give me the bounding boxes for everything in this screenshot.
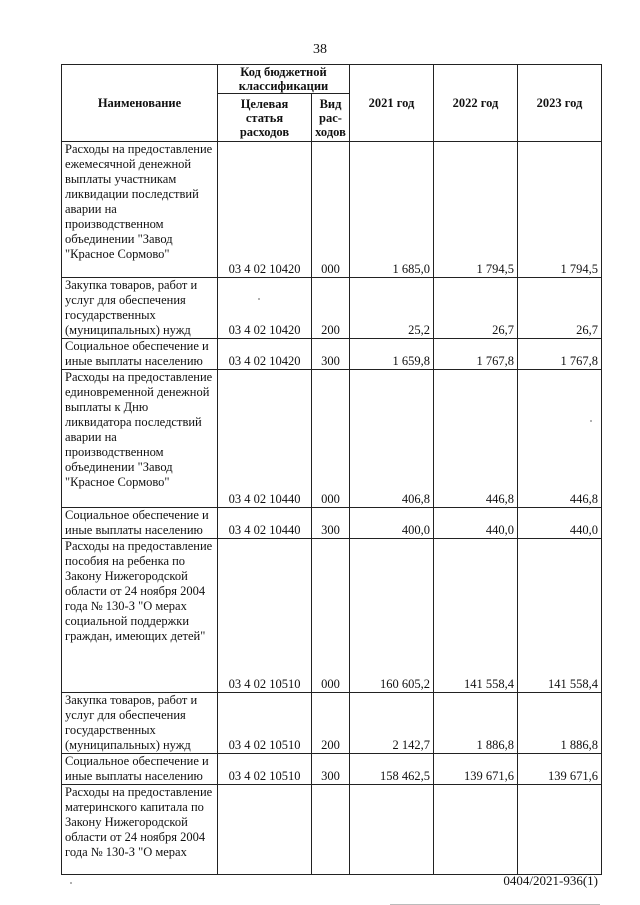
row-value-2022: 141 558,4 [434,539,518,693]
row-target-article: 03 4 02 10420 [218,339,312,370]
row-target-article: 03 4 02 10420 [218,142,312,278]
row-value-2022: 1 767,8 [434,339,518,370]
row-value-2023: 139 671,6 [518,754,602,785]
row-value-2021: 158 462,5 [350,754,434,785]
row-value-2021: 1 685,0 [350,142,434,278]
row-expense-type: 300 [312,508,350,539]
table-row [62,693,602,754]
row-value-2023: 1 886,8 [518,693,602,754]
row-value-2021 [350,785,434,875]
row-value-2022: 139 671,6 [434,754,518,785]
row-target-article: 03 4 02 10510 [218,693,312,754]
row-expense-type: 000 [312,142,350,278]
row-target-article: 03 4 02 10440 [218,508,312,539]
row-expense-type: 200 [312,278,350,339]
row-name: Социальное обеспечение и иные выплаты населению [62,508,218,539]
row-name: Расходы на предоставление единовременной денежной выплаты к Дню ликвидатора последствий аварии на производственном объединении "Завод "Красное Сормово" [62,370,218,508]
document-code: 0404/2021-936(1) [503,873,598,888]
table-row [62,142,602,278]
row-expense-type: 200 [312,693,350,754]
budget-table [61,64,602,875]
row-expense-type: 000 [312,370,350,508]
row-value-2022: 446,8 [434,370,518,508]
row-value-2023: 446,8 [518,370,602,508]
table-row [62,785,602,875]
row-value-2023: 1 794,5 [518,142,602,278]
table-row [62,278,602,339]
header-target-article: Целевая статья расходов [218,94,312,142]
row-value-2021: 400,0 [350,508,434,539]
row-value-2021: 406,8 [350,370,434,508]
scan-speck [258,298,260,300]
row-target-article: 03 4 02 10440 [218,370,312,508]
row-expense-type: 300 [312,754,350,785]
header-2023: 2023 год [518,65,602,142]
row-value-2023 [518,785,602,875]
row-name: Социальное обеспечение и иные выплаты населению [62,754,218,785]
row-value-2021: 1 659,8 [350,339,434,370]
row-name: Социальное обеспечение и иные выплаты населению [62,339,218,370]
row-name: Расходы на предоставление пособия на ребенка по Закону Нижегородской области от 24 ноября 2004 года № 130-З "О мерах социальной поддержки граждан, имеющих детей" [62,539,218,693]
row-name: Расходы на предоставление ежемесячной денежной выплаты участникам ликвидации последствий аварии на производственном объединении "Завод "Красное Сормово" [62,142,218,278]
page-number: 38 [313,42,327,57]
row-expense-type [312,785,350,875]
row-target-article: 03 4 02 10420 [218,278,312,339]
table-row [62,754,602,785]
row-value-2021: 2 142,7 [350,693,434,754]
row-target-article: 03 4 02 10510 [218,754,312,785]
row-value-2022 [434,785,518,875]
table-body [62,142,602,875]
scan-speck [590,420,592,422]
header-budget-code: Код бюджетной классификации [218,65,350,94]
table-row [62,539,602,693]
row-name: Закупка товаров, работ и услуг для обеспечения государственных (муниципальных) нужд [62,693,218,754]
scan-speck [70,882,72,884]
table-row [62,508,602,539]
row-name: Расходы на предоставление материнского капитала по Закону Нижегородской области от 24 ноября 2004 года № 130-З "О мерах [62,785,218,875]
row-name: Закупка товаров, работ и услуг для обеспечения государственных (муниципальных) нужд [62,278,218,339]
row-value-2023: 1 767,8 [518,339,602,370]
table-row [62,339,602,370]
row-value-2022: 440,0 [434,508,518,539]
row-expense-type: 000 [312,539,350,693]
row-value-2022: 1 794,5 [434,142,518,278]
row-value-2021: 25,2 [350,278,434,339]
row-value-2023: 440,0 [518,508,602,539]
row-value-2021: 160 605,2 [350,539,434,693]
table-row [62,370,602,508]
header-2022: 2022 год [434,65,518,142]
header-2021: 2021 год [350,65,434,142]
row-value-2023: 26,7 [518,278,602,339]
row-target-article: 03 4 02 10510 [218,539,312,693]
row-value-2022: 26,7 [434,278,518,339]
row-target-article [218,785,312,875]
row-value-2023: 141 558,4 [518,539,602,693]
header-expense-type: Вид рас-ходов [312,94,350,142]
header-name: Наименование [62,65,218,142]
row-expense-type: 300 [312,339,350,370]
row-value-2022: 1 886,8 [434,693,518,754]
